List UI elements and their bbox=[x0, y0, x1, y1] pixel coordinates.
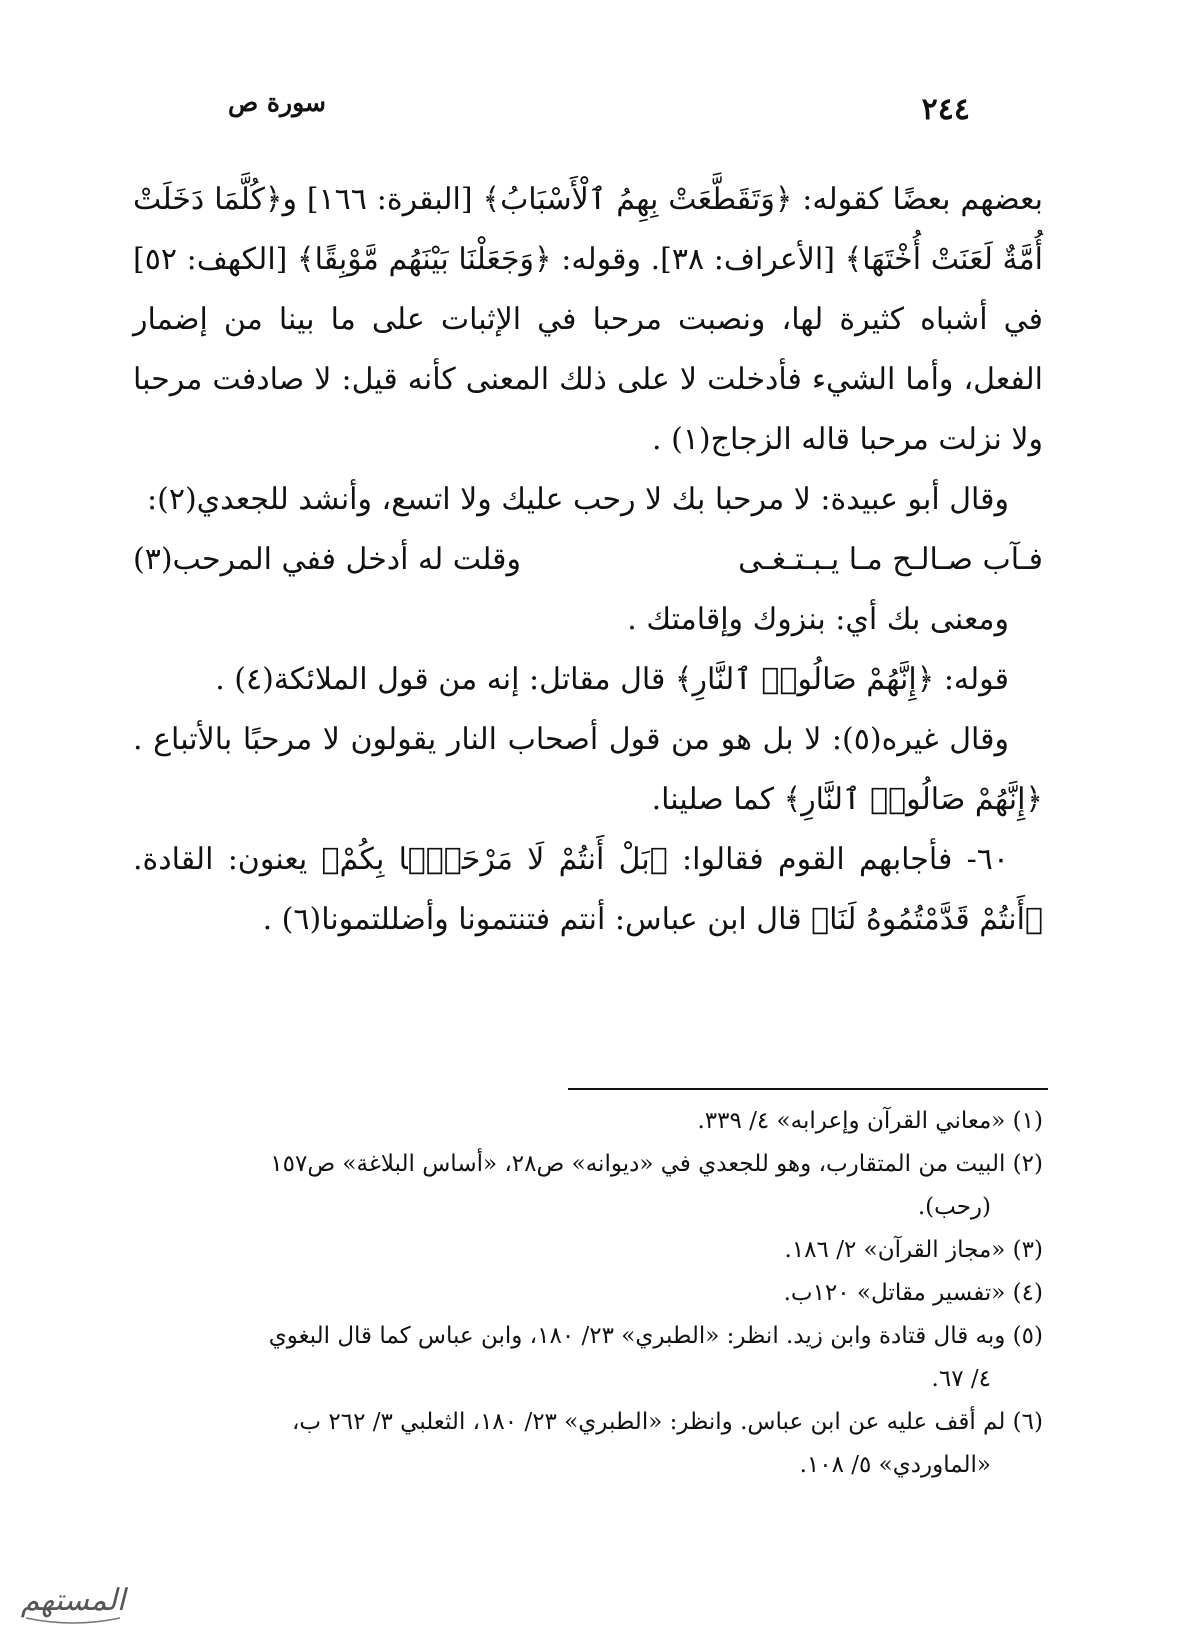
paragraph: قوله: ﴿إِنَّهُمْ صَالُوا۟ ٱلنَّارِ﴾ قال مقاتل: إنه من قول الملائكة(٤) . bbox=[215, 662, 1009, 697]
footnote-continuation: (رحب). bbox=[917, 1194, 991, 1220]
footnotes bbox=[133, 1100, 1043, 1487]
footnote: (١) «معاني القرآن وإعرابه» ٤/ ٣٣٩. bbox=[697, 1108, 1043, 1134]
verse-second-hemistich: وقلت له أدخل ففي المرحب(٣) bbox=[133, 542, 521, 577]
footnote-continuation: ٤/ ٦٧. bbox=[931, 1366, 991, 1392]
footnote-continuation: «الماوردي» ٥/ ١٠٨. bbox=[799, 1452, 991, 1478]
footnote: (٥) وبه قال قتادة وابن زيد. انظر: «الطبري» ٢٣/ ١٨٠، وابن عباس كما قال البغوي bbox=[268, 1323, 1043, 1349]
surah-title: سورة ص bbox=[228, 88, 326, 117]
paragraph: وقال أبو عبيدة: لا مرحبا بك لا رحب عليك ولا اتسع، وأنشد للجعدي(٢): bbox=[147, 482, 1009, 517]
page-number: ٢٤٤ bbox=[921, 92, 970, 127]
footnote: (٦) لم أقف عليه عن ابن عباس. وانظر: «الطبري» ٢٣/ ١٨٠، الثعلبي ٣/ ٢٦٢ ب، bbox=[291, 1409, 1043, 1435]
poetry-verse bbox=[133, 530, 1043, 590]
svg-text:المستهم: المستهم bbox=[20, 1583, 126, 1618]
footnote: (٤) «تفسير مقاتل» ١٢٠ب. bbox=[783, 1280, 1043, 1306]
footnote-divider bbox=[568, 1088, 1048, 1090]
footnote: (٢) البيت من المتقارب، وهو للجعدي في «ديوانه» ص٢٨، «أساس البلاغة» ص١٥٧ bbox=[270, 1151, 1043, 1177]
watermark-logo-icon bbox=[18, 1574, 128, 1634]
paragraph: وقال غيره(٥): لا بل هو من قول أصحاب النار يقولون لا مرحبًا بالأتباع .﴿إِنَّهُمْ صَالُوا۟ ٱلنَّارِ﴾ كما صلينا. bbox=[133, 722, 1043, 817]
verse-first-hemistich: فـآب صـالـح مـا يـبـتـغـى bbox=[738, 542, 1043, 577]
paragraph: ٦٠- فأجابهم القوم فقالوا: ﴿بَلْ أَنتُمْ لَا مَرْحَبًۢا بِكُمْ﴾ يعنون: القادة. ﴿أَنتُمْ قَدَّمْتُمُوهُ لَنَا﴾ قال ابن عباس: أنتم فتنتمونا وأضللتمونا(٦) . bbox=[133, 842, 1043, 937]
paragraph: ومعنى بك أي: بنزوك وإقامتك . bbox=[627, 602, 1009, 637]
paragraph: بعضهم بعضًا كقوله: ﴿وَتَقَطَّعَتْ بِهِمُ ٱلْأَسْبَابُ﴾ [البقرة: ١٦٦] و﴿كُلَّمَا دَخَلَتْ أُمَّةٌ لَعَنَتْ أُخْتَهَا﴾ [الأعراف: ٣٨]. وقوله: ﴿وَجَعَلْنَا بَيْنَهُم مَّوْبِقًا﴾ [الكهف: ٥٢] في أشباه كثيرة لها، ونصبت مرحبا في الإثبات على ما بينا من إضمار الفعل، وأما الشيء فأدخلت لا على ذلك المعنى كأنه قيل: لا صادفت مرحبا ولا نزلت مرحبا قاله الزجاج(١) . bbox=[133, 182, 1043, 457]
main-text bbox=[133, 170, 1043, 950]
footnote: (٣) «مجاز القرآن» ٢/ ١٨٦. bbox=[784, 1237, 1043, 1263]
